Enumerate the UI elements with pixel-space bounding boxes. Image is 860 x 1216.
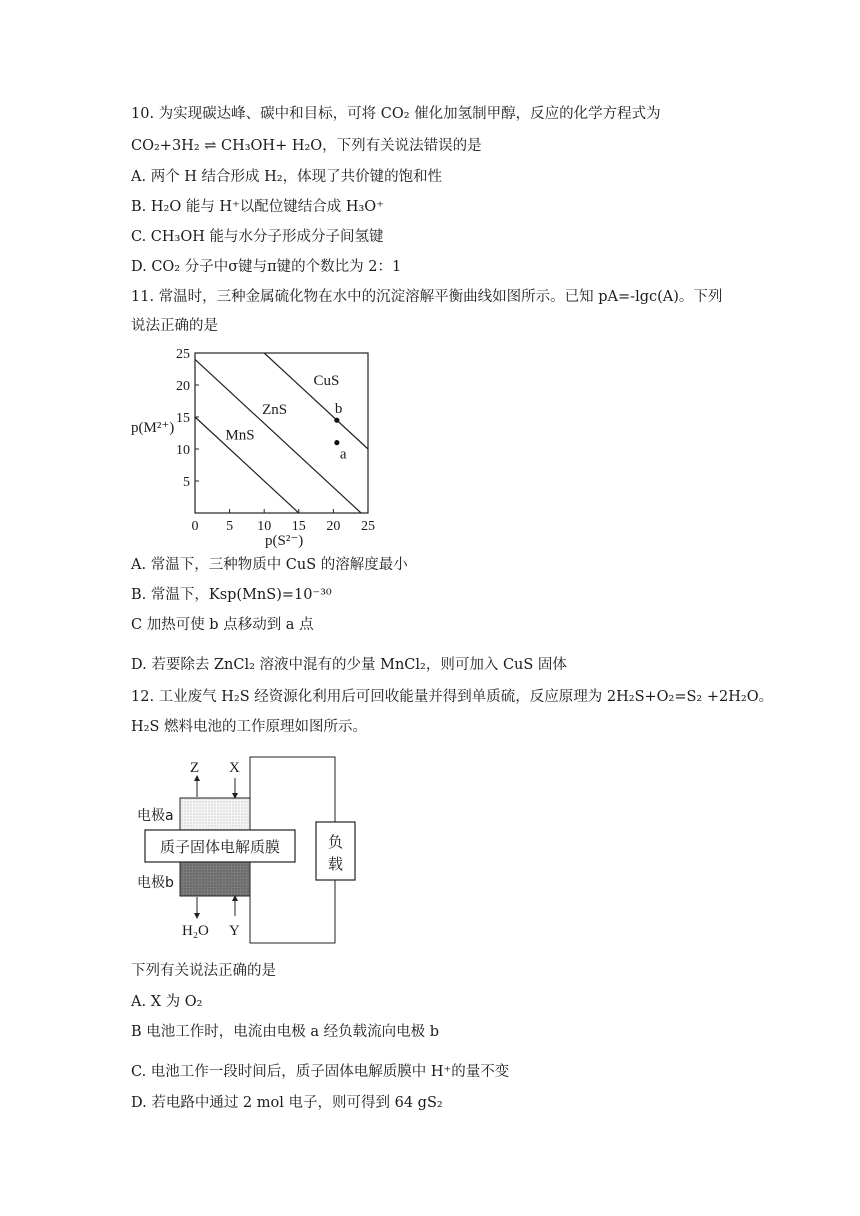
q10-stem-line2: CO₂+3H₂ ⇌ CH₃OH+ H₂O，下列有关说法错误的是 xyxy=(131,138,482,154)
series-label-zns: ZnS xyxy=(262,401,288,418)
x-tick-label: 0 xyxy=(191,519,199,534)
point-b xyxy=(334,418,339,423)
q11-option-a: A. 常温下，三种物质中 CuS 的溶解度最小 xyxy=(131,557,408,573)
q12-option-a: A. X 为 O₂ xyxy=(131,994,203,1010)
electrode-b-label: 电极b xyxy=(137,875,174,891)
electrode-a-plate xyxy=(180,798,250,830)
circuit-wire-bottom xyxy=(250,880,335,943)
q11-option-b: B. 常温下，Ksp(MnS)=10⁻³⁰ xyxy=(131,587,332,603)
q12-lead: 下列有关说法正确的是 xyxy=(131,963,276,979)
y-label: Y xyxy=(229,923,240,939)
y-tick-label: 25 xyxy=(176,347,190,362)
point-label-b: b xyxy=(334,401,343,418)
solubility-chart xyxy=(125,338,395,550)
q11-stem-line1: 11. 常温时，三种金属硫化物在水中的沉淀溶解平衡曲线如图所示。已知 pA=-lgc(A)。下列 xyxy=(131,289,723,305)
q11-option-d: D. 若要除去 ZnCl₂ 溶液中混有的少量 MnCl₂，则可加入 CuS 固体 xyxy=(131,657,567,673)
x-tick-label: 20 xyxy=(326,519,341,534)
series-label-mns: MnS xyxy=(225,427,255,444)
q12-option-b: B 电池工作时，电流由电极 a 经负载流向电极 b xyxy=(131,1024,440,1040)
electrode-a-label: 电极a xyxy=(137,808,174,824)
y-tick-label: 10 xyxy=(176,443,190,458)
circuit-wire-top xyxy=(250,757,335,822)
q12-stem-line1: 12. 工业废气 H₂S 经资源化利用后可回收能量并得到单质硫，反应原理为 2H₂S+O₂=S₂ +2H₂O。 xyxy=(131,689,774,705)
y-tick-label: 15 xyxy=(176,411,190,426)
fuel-cell-diagram xyxy=(130,750,370,950)
plot-frame xyxy=(195,353,368,513)
point-a xyxy=(334,440,339,445)
x-tick-label: 5 xyxy=(226,519,234,534)
load-label-bottom: 载 xyxy=(327,855,344,873)
q12-option-d: D. 若电路中通过 2 mol 电子，则可得到 64 gS₂ xyxy=(131,1095,443,1111)
load-label-top: 负 xyxy=(327,833,344,851)
q10-stem-line1: 10. 为实现碳达峰、碳中和目标，可将 CO₂ 催化加氢制甲醇，反应的化学方程式为 xyxy=(131,106,661,122)
q10-option-d: D. CO₂ 分子中σ键与π键的个数比为 2：1 xyxy=(131,259,402,275)
q10-option-b: B. H₂O 能与 H⁺以配位键结合成 H₃O⁺ xyxy=(131,199,384,215)
y-axis-label: p(M²⁺) xyxy=(131,420,175,436)
q12-option-c: C. 电池工作一段时间后，质子固体电解质膜中 H⁺的量不变 xyxy=(131,1064,510,1080)
x-tick-label: 10 xyxy=(257,519,272,534)
y-tick-label: 20 xyxy=(176,379,190,394)
x-axis-label: p(S²⁻) xyxy=(265,533,304,549)
h2o-label: H₂O xyxy=(182,923,209,939)
membrane-label: 质子固体电解质膜 xyxy=(159,838,281,856)
x-label: X xyxy=(229,760,240,776)
q11-option-c: C 加热可使 b 点移动到 a 点 xyxy=(131,617,314,633)
q11-stem-line2: 说法正确的是 xyxy=(131,318,218,334)
series-label-cus: CuS xyxy=(313,373,340,389)
x-tick-label: 15 xyxy=(291,519,306,534)
z-label: Z xyxy=(190,760,200,776)
q10-option-a: A. 两个 H 结合形成 H₂，体现了共价键的饱和性 xyxy=(131,169,443,185)
q12-stem-line2: H₂S 燃料电池的工作原理如图所示。 xyxy=(131,719,367,735)
y-tick-label: 5 xyxy=(183,475,190,490)
x-tick-label: 25 xyxy=(361,519,375,534)
point-label-a: a xyxy=(339,446,347,463)
q10-option-c: C. CH₃OH 能与水分子形成分子间氢键 xyxy=(131,229,384,245)
electrode-b-plate xyxy=(180,862,250,896)
